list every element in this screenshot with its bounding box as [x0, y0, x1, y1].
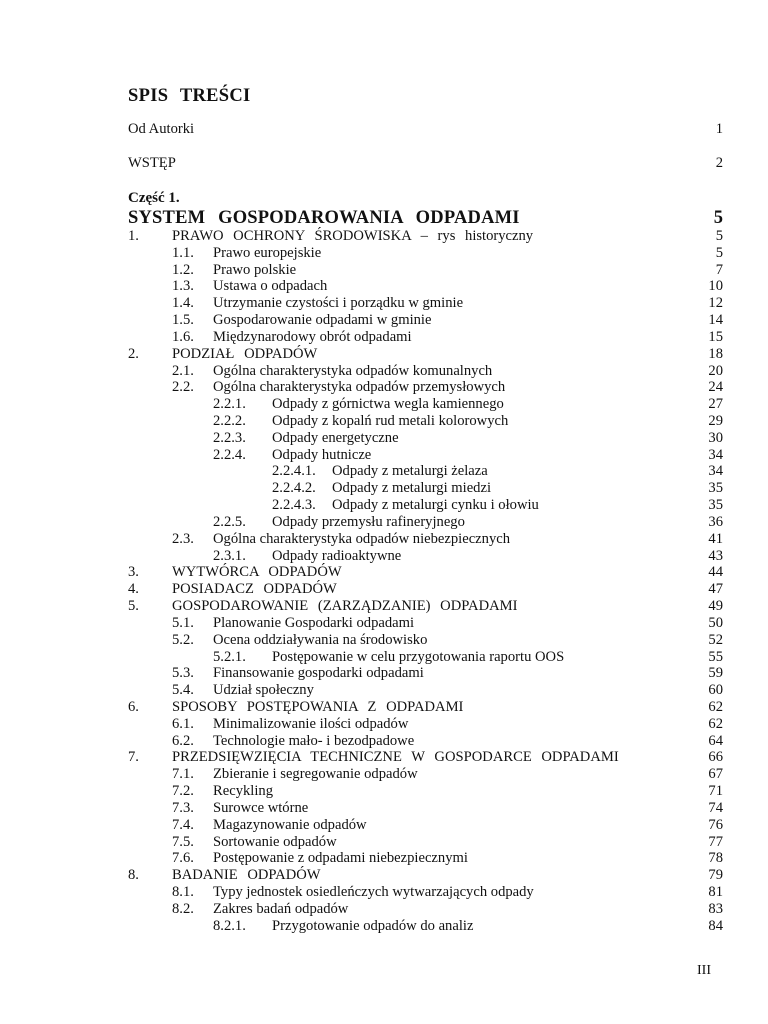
toc-entry	[0, 531, 768, 548]
toc-entry-page: 59	[708, 665, 723, 681]
toc-entry-text: Odpady z metalurgi miedzi	[332, 480, 491, 496]
toc-entry-number: 2.2.1.	[213, 396, 246, 412]
toc-entry-text: POSIADACZ ODPADÓW	[172, 581, 337, 597]
toc-entry	[0, 379, 768, 396]
toc-entry-number: 1.3.	[172, 278, 194, 294]
toc-entry-number: 5.2.1.	[213, 649, 246, 665]
toc-entry	[0, 749, 768, 766]
toc-entry	[0, 497, 768, 514]
toc-entry-text: BADANIE ODPADÓW	[172, 867, 321, 883]
toc-entry-text: PRZEDSIĘWZIĘCIA TECHNICZNE W GOSPODARCE ODPADAMI	[172, 749, 619, 765]
toc-entry	[0, 548, 768, 565]
toc-entry-number: 4.	[128, 581, 139, 597]
toc-entry	[0, 800, 768, 817]
toc-entry-text: GOSPODAROWANIE (ZARZĄDZANIE) ODPADAMI	[172, 598, 518, 614]
toc-entry-number: 2.	[128, 346, 139, 362]
toc-entry-page: 66	[708, 749, 723, 765]
toc-entry-page: 34	[708, 463, 723, 479]
toc-entry-text: Surowce wtórne	[213, 800, 309, 816]
toc-entry-number: 2.2.4.3.	[272, 497, 316, 513]
toc-entry-number: 2.2.4.2.	[272, 480, 316, 496]
toc-entry	[0, 598, 768, 615]
toc-entry	[0, 766, 768, 783]
toc-entry-number: 5.4.	[172, 682, 194, 698]
toc-entry	[0, 581, 768, 598]
toc-entry-text: Planowanie Gospodarki odpadami	[213, 615, 415, 631]
toc-entry-page: 18	[708, 346, 723, 362]
toc-entry-text: Odpady hutnicze	[272, 447, 372, 463]
toc-entry-page: 52	[708, 632, 723, 648]
toc-entry-text: Magazynowanie odpadów	[213, 817, 367, 833]
toc-entry-page: 62	[708, 699, 723, 715]
toc-entry-page: 79	[708, 867, 723, 883]
toc-entry	[0, 463, 768, 480]
toc-entry-number: 8.	[128, 867, 139, 883]
toc-entry	[0, 867, 768, 884]
toc-entry-page: 27	[708, 396, 723, 412]
toc-entry-text: Zakres badań odpadów	[213, 901, 349, 917]
toc-entry-page: 67	[708, 766, 723, 782]
toc-entry	[0, 564, 768, 581]
toc-entry-number: 2.2.3.	[213, 430, 246, 446]
toc-entry-text: Odpady z kopalń rud metali kolorowych	[272, 413, 509, 429]
page-title: SPIS TREŚCI	[128, 86, 251, 106]
toc-entry-number: 7.3.	[172, 800, 194, 816]
toc-entry	[0, 817, 768, 834]
toc-entry-page: 1	[715, 121, 723, 137]
toc-entry-text: Odpady radioaktywne	[272, 548, 402, 564]
toc-entry-number: 5.1.	[172, 615, 194, 631]
toc-entry-text: Typy jednostek osiedleńczych wytwarzających odpady	[213, 884, 534, 900]
toc-entry-text: Gospodarowanie odpadami w gminie	[213, 312, 432, 328]
toc-entry-page: 24	[708, 379, 723, 395]
toc-entry	[0, 682, 768, 699]
toc-entry-text: Odpady z górnictwa wegla kamiennego	[272, 396, 504, 412]
toc-entry	[0, 295, 768, 312]
toc-entry	[0, 783, 768, 800]
toc-entry-page: 10	[708, 278, 723, 294]
toc-entry	[0, 430, 768, 447]
toc-entry-page: 83	[708, 901, 723, 917]
toc-entry-page: 47	[708, 581, 723, 597]
toc-entry-number: 2.2.4.	[213, 447, 246, 463]
toc-entry-text: Finansowanie gospodarki odpadami	[213, 665, 424, 681]
toc-entry-page: 50	[708, 615, 723, 631]
toc-entry-number: 6.1.	[172, 716, 194, 732]
toc-entry-page: 64	[708, 733, 723, 749]
toc-entry	[0, 699, 768, 716]
toc-entry-page: 74	[708, 800, 723, 816]
toc-entry-text: Ogólna charakterystyka odpadów komunalnych	[213, 363, 493, 379]
toc-entry-page: 35	[708, 480, 723, 496]
toc-entry	[0, 480, 768, 497]
toc-entry-text: Odpady z metalurgi żelaza	[332, 463, 488, 479]
toc-entry-number: 1.4.	[172, 295, 194, 311]
toc-entry	[0, 346, 768, 363]
toc-entry	[0, 121, 768, 138]
toc-entry-page: 76	[708, 817, 723, 833]
toc-entry	[0, 228, 768, 245]
toc-entry-text: Minimalizowanie ilości odpadów	[213, 716, 409, 732]
toc-entry	[0, 329, 768, 346]
toc-entry	[0, 447, 768, 464]
toc-entry-number: 5.3.	[172, 665, 194, 681]
part-label: Część 1.	[128, 190, 180, 206]
toc-entry-page: 84	[708, 918, 723, 934]
toc-entry-page: 43	[708, 548, 723, 564]
toc-entry-page: 34	[708, 447, 723, 463]
toc-entry-page: 62	[708, 716, 723, 732]
toc-entry-page: 5	[715, 245, 723, 261]
toc-entry	[0, 632, 768, 649]
toc-entry	[0, 716, 768, 733]
toc-entry	[0, 396, 768, 413]
toc-entry	[0, 278, 768, 295]
toc-entry-page: 7	[715, 262, 723, 278]
toc-entry-number: 7.5.	[172, 834, 194, 850]
toc-entry-text: Odpady z metalurgi cynku i ołowiu	[332, 497, 539, 513]
toc-entry-number: 7.1.	[172, 766, 194, 782]
toc-entry-text: WYTWÓRCA ODPADÓW	[172, 564, 342, 580]
toc-entry-number: 1.6.	[172, 329, 194, 345]
toc-entry-page: 29	[708, 413, 723, 429]
part-title	[0, 207, 768, 229]
toc-entry	[0, 884, 768, 901]
toc-entry-number: 6.	[128, 699, 139, 715]
toc-entry-text: Prawo polskie	[213, 262, 297, 278]
toc-entry-number: 3.	[128, 564, 139, 580]
toc-entry-text: Międzynarodowy obrót odpadami	[213, 329, 412, 345]
toc-entry-page: 5	[715, 228, 723, 244]
toc-entry	[0, 665, 768, 682]
toc-entry-text: SPOSOBY POSTĘPOWANIA Z ODPADAMI	[172, 699, 464, 715]
toc-entry	[0, 312, 768, 329]
toc-entry-number: 2.3.1.	[213, 548, 246, 564]
toc-entry	[0, 649, 768, 666]
toc-entry	[0, 245, 768, 262]
toc-entry-number: 7.2.	[172, 783, 194, 799]
toc-entry-number: 8.2.1.	[213, 918, 246, 934]
toc-entry-number: 2.2.5.	[213, 514, 246, 530]
toc-entry-text: Sortowanie odpadów	[213, 834, 337, 850]
toc-entry-text: Ocena oddziaływania na środowisko	[213, 632, 428, 648]
toc-entry-text: Zbieranie i segregowanie odpadów	[213, 766, 418, 782]
toc-entry-number: 5.	[128, 598, 139, 614]
toc-entry-number: 2.2.	[172, 379, 194, 395]
toc-entry-page: 30	[708, 430, 723, 446]
toc-entry-page: 35	[708, 497, 723, 513]
toc-entry-page: 12	[708, 295, 723, 311]
toc-entry-text: Ogólna charakterystyka odpadów niebezpiecznych	[213, 531, 511, 547]
toc-entry	[0, 834, 768, 851]
toc-entry-number: 5.2.	[172, 632, 194, 648]
toc-entry	[0, 155, 768, 172]
toc-entry-number: 1.2.	[172, 262, 194, 278]
toc-entry-number: 2.2.2.	[213, 413, 246, 429]
toc-entry-page: 81	[708, 884, 723, 900]
toc-entry	[0, 615, 768, 632]
toc-entry-page: 2	[715, 155, 723, 171]
toc-entry-page: 77	[708, 834, 723, 850]
toc-entry	[0, 733, 768, 750]
part-title-text: SYSTEM GOSPODAROWANIA ODPADAMI	[128, 208, 520, 228]
toc-entry-text: Prawo europejskie	[213, 245, 322, 261]
toc-entry-page: 49	[708, 598, 723, 614]
toc-entry	[0, 850, 768, 867]
toc-entry-text: PRAWO OCHRONY ŚRODOWISKA – rys historyczny	[172, 228, 534, 244]
toc-entry-page: 60	[708, 682, 723, 698]
toc-entry-text: WSTĘP	[128, 155, 176, 171]
toc-entry-text: Ustawa o odpadach	[213, 278, 328, 294]
toc-entry-text: Postępowanie w celu przygotowania raportu OOS	[272, 649, 565, 665]
toc-entry-text: Postępowanie z odpadami niebezpiecznymi	[213, 850, 468, 866]
toc-entry	[0, 514, 768, 531]
toc-entry-number: 6.2.	[172, 733, 194, 749]
toc-entry-text: Ogólna charakterystyka odpadów przemysłowych	[213, 379, 506, 395]
toc-entry	[0, 363, 768, 380]
toc-entry-page: 15	[708, 329, 723, 345]
toc-entry-number: 1.5.	[172, 312, 194, 328]
toc-entry-text: Odpady przemysłu rafineryjnego	[272, 514, 465, 530]
toc-entry-number: 7.6.	[172, 850, 194, 866]
toc-entry-text: Przygotowanie odpadów do analiz	[272, 918, 474, 934]
toc-entry	[0, 413, 768, 430]
part-title-page: 5	[713, 208, 723, 228]
toc-entry-page: 14	[708, 312, 723, 328]
toc-entry	[0, 918, 768, 935]
toc-entry-page: 55	[708, 649, 723, 665]
toc-entry-page: 20	[708, 363, 723, 379]
toc-entry-number: 8.1.	[172, 884, 194, 900]
toc-entry-number: 1.	[128, 228, 139, 244]
toc-entry-page: 44	[708, 564, 723, 580]
toc-entry-text: Utrzymanie czystości i porządku w gminie	[213, 295, 464, 311]
toc-entry-number: 7.	[128, 749, 139, 765]
toc-entry-text: Technologie mało- i bezodpadowe	[213, 733, 415, 749]
toc-entry-number: 1.1.	[172, 245, 194, 261]
toc-entry-text: PODZIAŁ ODPADÓW	[172, 346, 318, 362]
toc-entry-text: Recykling	[213, 783, 273, 799]
toc-entry-page: 71	[708, 783, 723, 799]
toc-entry-text: Odpady energetyczne	[272, 430, 399, 446]
toc-entry-number: 7.4.	[172, 817, 194, 833]
toc-entry-page: 78	[708, 850, 723, 866]
toc-entry-number: 8.2.	[172, 901, 194, 917]
toc-entry	[0, 901, 768, 918]
toc-entry-text: Od Autorki	[128, 121, 195, 137]
toc-entry	[0, 262, 768, 279]
toc-entry-number: 2.3.	[172, 531, 194, 547]
toc-entry-number: 2.1.	[172, 363, 194, 379]
toc-entry-page: 41	[708, 531, 723, 547]
toc-entry-page: 36	[708, 514, 723, 530]
page-number: III	[697, 963, 711, 978]
toc-entry-text: Udział społeczny	[213, 682, 314, 698]
toc-entry-number: 2.2.4.1.	[272, 463, 316, 479]
